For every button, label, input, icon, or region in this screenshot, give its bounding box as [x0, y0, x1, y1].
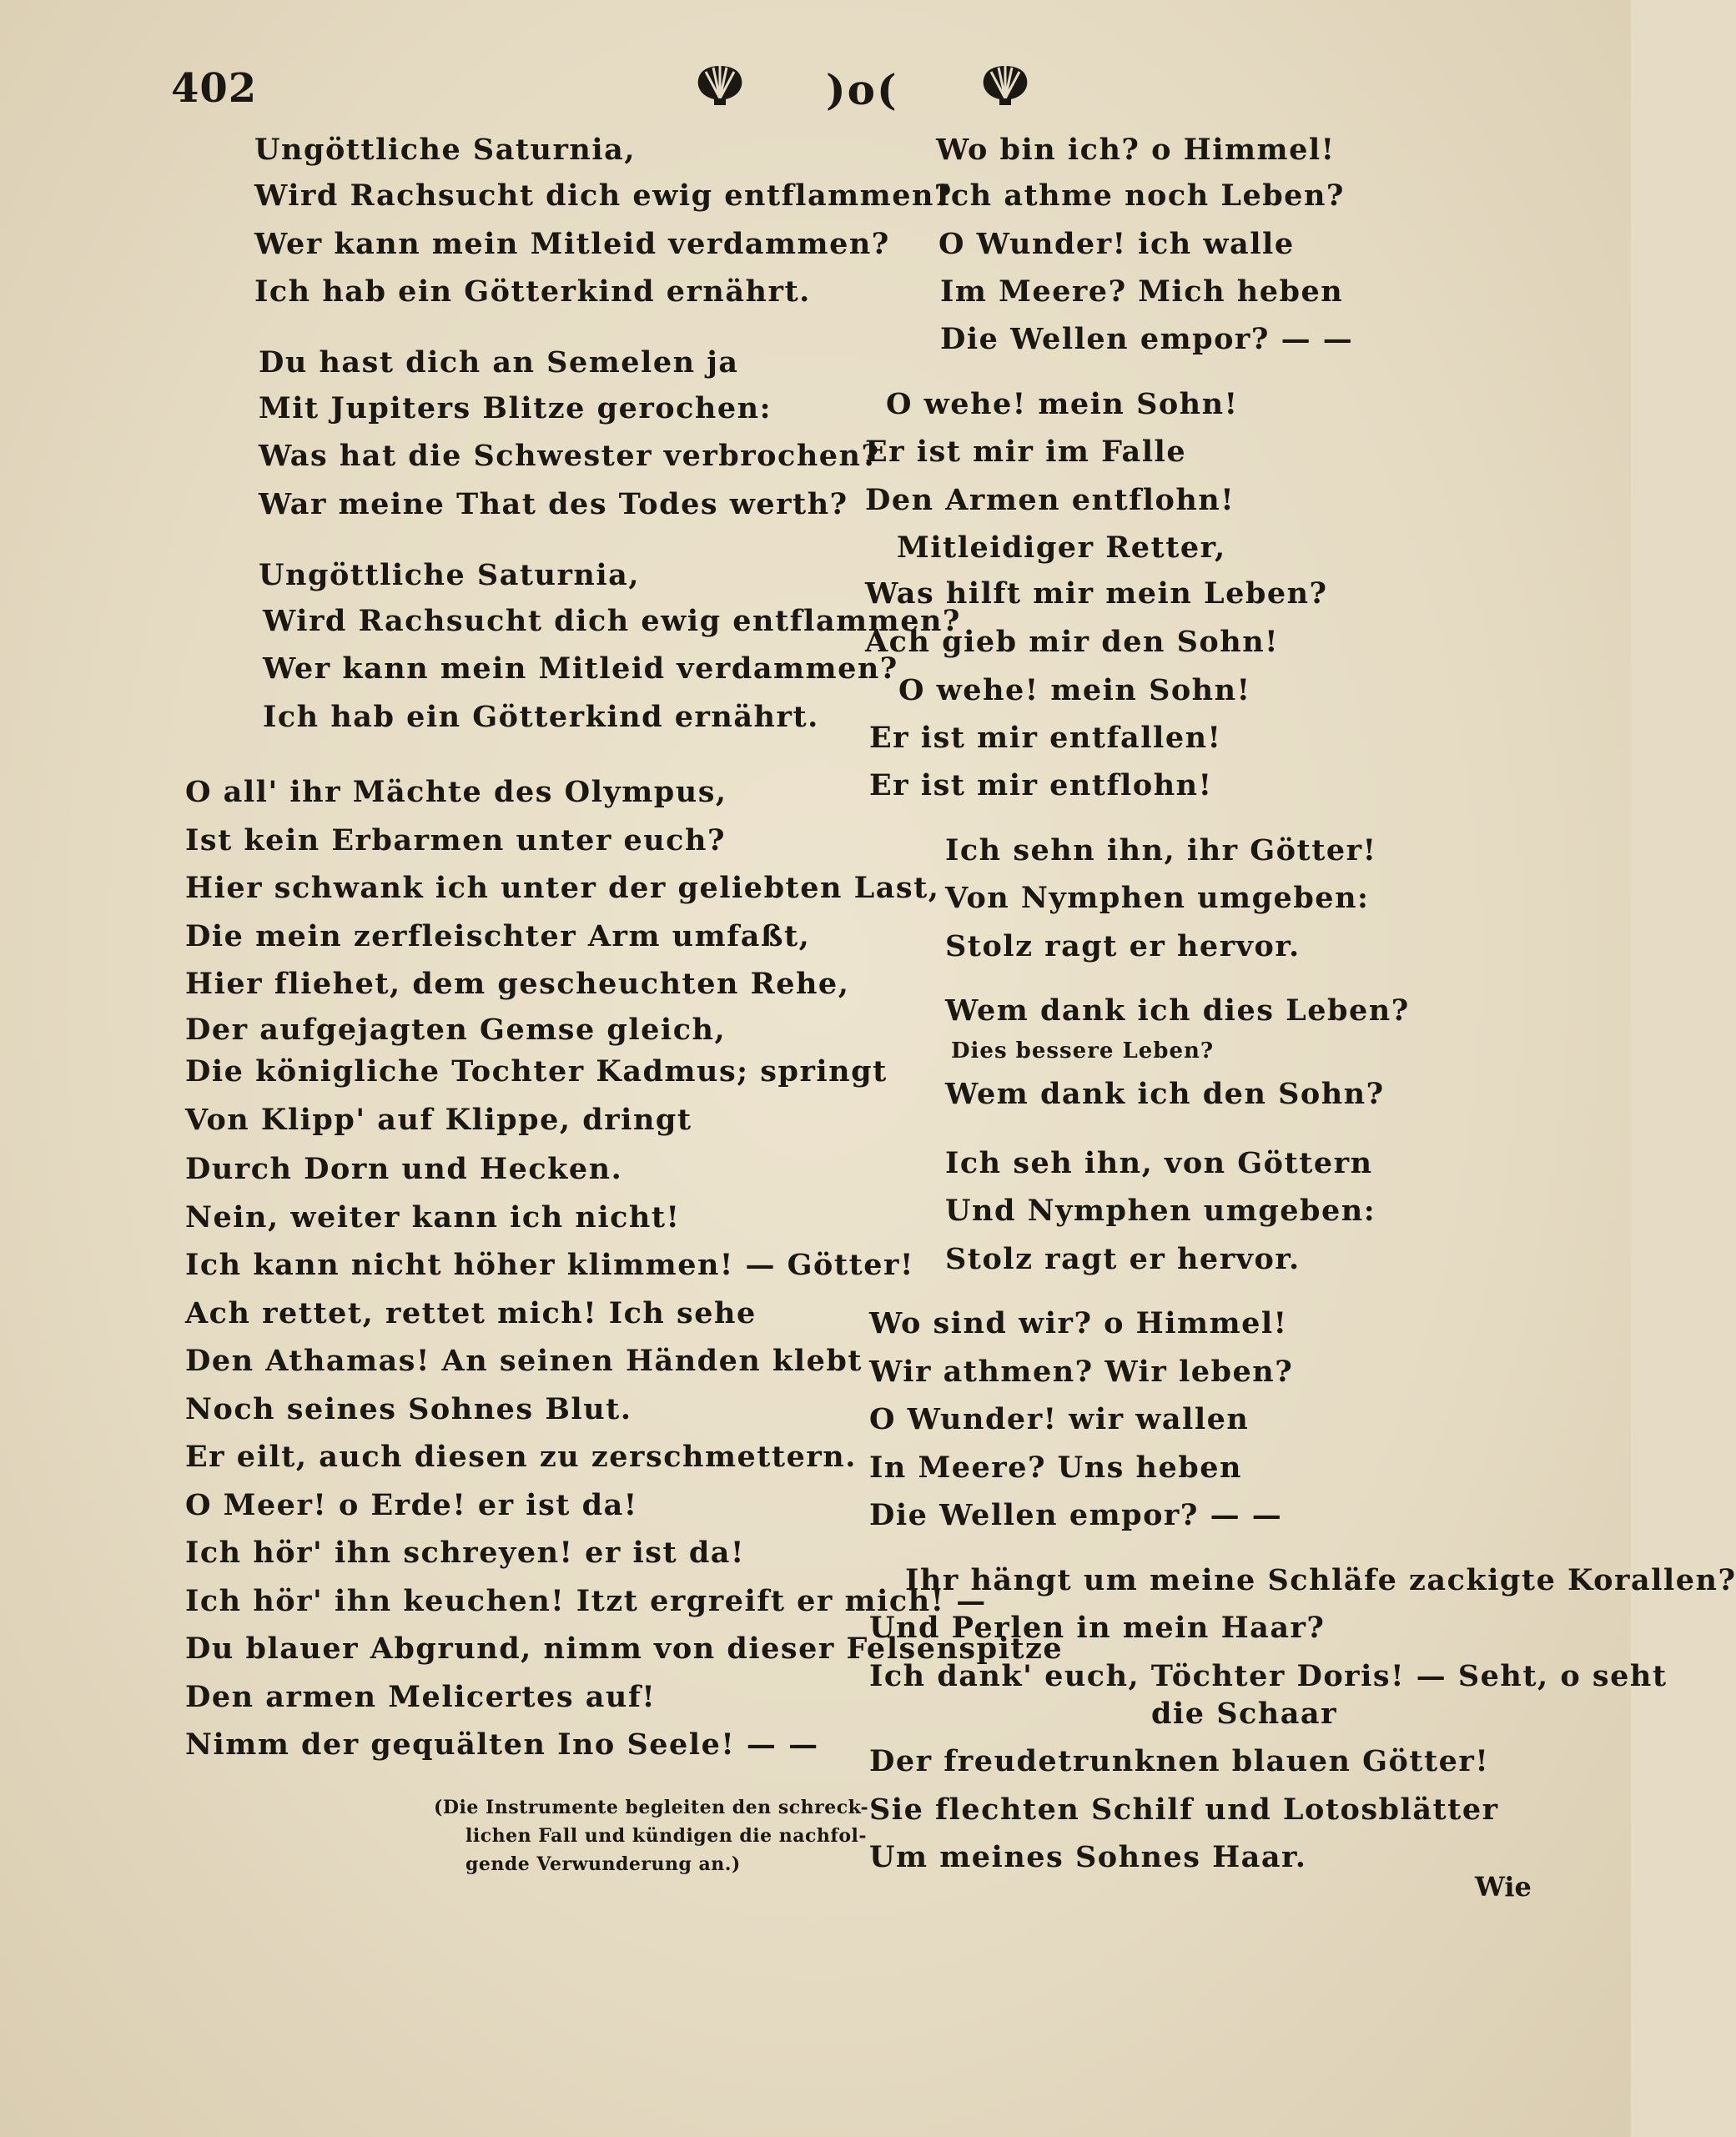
verse-line: Wer kann mein Mitleid verdammen? [254, 227, 890, 261]
verse-line: Ich hab ein Götterkind ernährt. [254, 274, 811, 309]
stage-direction [434, 1793, 869, 1878]
verse-line: Der aufgejagten Gemse gleich, [185, 1013, 727, 1047]
verse-line: Ungöttliche Saturnia, [259, 558, 641, 592]
header-ornament: )o( [826, 65, 898, 114]
verse-line: Nein, weiter kann ich nicht! [185, 1200, 681, 1234]
verse-line: Was hilft mir mein Leben? [865, 576, 1328, 611]
verse-line: Noch seines Sohnes Blut. [185, 1392, 632, 1426]
verse-line: Mitleidiger Retter, [897, 530, 1226, 565]
page-header [0, 58, 1631, 125]
verse-line: O all' ihr Mächte des Olympus, [185, 775, 727, 809]
verse-line: Die königliche Tochter Kadmus; springt [185, 1054, 888, 1089]
verse-line: Mit Jupiters Blitze gerochen: [259, 391, 772, 425]
verse-line: Den Athamas! An seinen Händen klebt [185, 1344, 863, 1378]
verse-line: O Wunder! wir wallen [869, 1402, 1250, 1436]
verse-line: Wer kann mein Mitleid verdammen? [263, 651, 898, 686]
verse-line: Durch Dorn und Hecken. [185, 1152, 623, 1186]
verse-line: Hier fliehet, dem gescheuchten Rehe, [185, 967, 850, 1001]
verse-line: die Schaar [1151, 1697, 1338, 1731]
verse-line: In Meere? Uns heben [869, 1451, 1242, 1485]
verse-line: Ich hör' ihn schreyen! er ist da! [185, 1536, 745, 1570]
verse-line: Ich sehn ihn, ihr Götter! [945, 833, 1377, 867]
verse-line: Den Armen entflohn! [865, 483, 1235, 517]
verse-line: Ungöttliche Saturnia, [254, 133, 637, 167]
verse-line: Sie flechten Schilf und Lotosblätter [869, 1793, 1499, 1827]
verse-line: Ach gieb mir den Sohn! [865, 625, 1279, 659]
verse-line: Ach rettet, rettet mich! Ich sehe [185, 1296, 757, 1330]
verse-line: Er eilt, auch diesen zu zerschmettern. [185, 1440, 857, 1474]
verse-line: Von Klipp' auf Klippe, dringt [185, 1103, 692, 1137]
verse-line: Von Nymphen umgeben: [945, 881, 1370, 915]
verse-line: Die Wellen empor? — — [940, 322, 1354, 356]
verse-line: Du blauer Abgrund, nimm von dieser Felsenspitze [185, 1632, 1064, 1666]
verse-line: Und Nymphen umgeben: [945, 1194, 1376, 1228]
verse-line: Und Perlen in mein Haar? [869, 1611, 1326, 1645]
page-number: 402 [171, 65, 258, 112]
verse-line: O wehe! mein Sohn! [898, 673, 1251, 707]
verse-line: Wem dank ich den Sohn? [945, 1077, 1385, 1111]
verse-line: Wem dank ich dies Leben? [945, 993, 1410, 1028]
verse-line: Ich athme noch Leben? [936, 179, 1345, 213]
verse-line: Ich seh ihn, von Göttern [945, 1146, 1373, 1180]
verse-line: O Meer! o Erde! er ist da! [185, 1488, 638, 1522]
verse-line: Wo bin ich? o Himmel! [936, 133, 1336, 167]
stage-direction-line: lichen Fall und kündigen die nachfol- [465, 1825, 868, 1847]
verse-line: Der freudetrunknen blauen Götter! [869, 1744, 1490, 1778]
verse-line: Wird Rachsucht dich ewig entflammen? [263, 604, 961, 638]
verse-line: Stolz ragt er hervor. [945, 929, 1301, 963]
verse-line: Du hast dich an Semelen ja [259, 345, 739, 380]
verse-line: Nimm der gequälten Ino Seele! — — [185, 1727, 819, 1762]
verse-line: O wehe! mein Sohn! [886, 387, 1239, 421]
verse-line: Ich hab ein Götterkind ernährt. [263, 700, 819, 734]
verse-line: Dies bessere Leben? [951, 1038, 1215, 1063]
verse-line: Er ist mir entfallen! [869, 721, 1222, 755]
verse-line: Er ist mir im Falle [865, 435, 1187, 469]
shell-ornament-icon [976, 58, 1034, 108]
verse-line: War meine That des Todes werth? [259, 487, 848, 521]
verse-line: Ihr hängt um meine Schläfe zackigte Korallen? [905, 1563, 1736, 1597]
verse-line: Wir athmen? Wir leben? [869, 1355, 1294, 1389]
verse-line: Wird Rachsucht dich ewig entflammen? [254, 179, 953, 213]
verse-line: Die Wellen empor? — — [869, 1498, 1283, 1532]
shell-ornament-icon [691, 58, 749, 108]
verse-line: Ist kein Erbarmen unter euch? [185, 823, 726, 857]
verse-line: Den armen Melicertes auf! [185, 1680, 657, 1714]
stage-direction-line: gende Verwunderung an.) [465, 1853, 741, 1875]
verse-line: Was hat die Schwester verbrochen? [259, 439, 880, 473]
verse-line: Die mein zerfleischter Arm umfaßt, [185, 919, 811, 953]
verse-line: Er ist mir entflohn! [869, 768, 1213, 802]
verse-line: Um meines Sohnes Haar. [869, 1840, 1307, 1874]
catchword: Wie [1475, 1871, 1532, 1903]
verse-line: Wo sind wir? o Himmel! [869, 1306, 1288, 1340]
verse-line: Hier schwank ich unter der geliebten Last, [185, 871, 940, 905]
verse-line: Ich dank' euch, Töchter Doris! — Seht, o seht [869, 1659, 1668, 1693]
verse-line: Ich kann nicht höher klimmen! — Götter! [185, 1248, 914, 1282]
verse-line: Im Meere? Mich heben [940, 274, 1344, 309]
verse-line: Ich hör' ihn keuchen! Itzt ergreift er mich! — [185, 1584, 987, 1618]
verse-line: O Wunder! ich walle [938, 227, 1295, 261]
verse-line: Stolz ragt er hervor. [945, 1242, 1301, 1276]
stage-direction-line: (Die Instrumente begleiten den schreck- [434, 1797, 869, 1818]
